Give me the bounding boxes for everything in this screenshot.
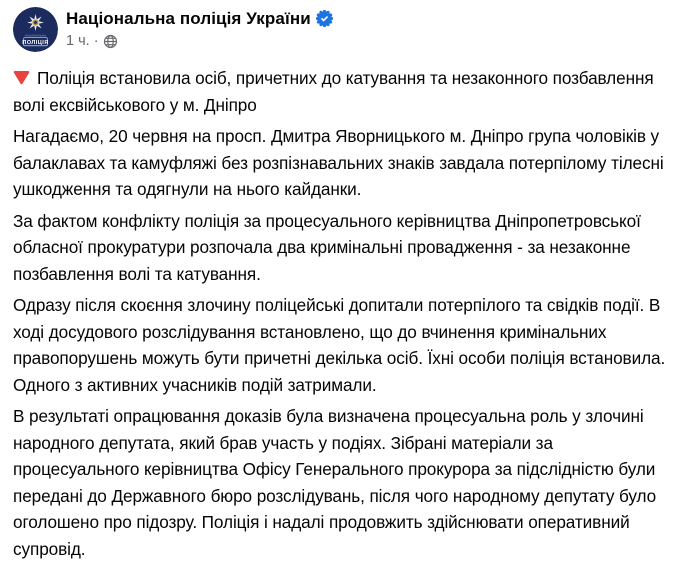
post-header bbox=[0, 0, 697, 52]
header-text bbox=[66, 7, 333, 50]
headline-text: Поліція встановила осіб, причетних до катування та незаконного позбавлення волі ексвійськового у м. Дніпро bbox=[13, 68, 654, 115]
svg-text:НАЦІОНАЛЬНА: НАЦІОНАЛЬНА bbox=[25, 34, 46, 38]
post-paragraph: За фактом конфлікту поліція за процесуального керівництва Дніпропетровської обласної прокуратури розпочала два кримінальні провадження - за незаконне позбавлення волі та катування. bbox=[13, 210, 641, 284]
page-name-link[interactable]: Національна поліція України bbox=[66, 9, 311, 28]
police-logo-icon bbox=[13, 7, 58, 52]
post-headline bbox=[13, 65, 681, 118]
post-body bbox=[0, 52, 697, 562]
meta-separator: · bbox=[93, 33, 99, 49]
verified-badge-icon bbox=[316, 10, 333, 27]
page-avatar[interactable] bbox=[13, 7, 58, 52]
red-triangle-icon bbox=[13, 70, 30, 85]
post-meta bbox=[66, 32, 333, 50]
post-paragraph: Нагадаємо, 20 червня на просп. Дмитра Яворницького м. Дніпро група чоловіків у балаклавах та камуфляжі без розпізнавальних знаків завдала потерпілому тілесні ушкодження та одягнули на нього кайданки. bbox=[13, 126, 664, 199]
public-audience-icon bbox=[103, 34, 118, 49]
svg-text:ПОЛІЦІЯ: ПОЛІЦІЯ bbox=[22, 39, 49, 46]
post-timestamp[interactable]: 1 ч. bbox=[66, 33, 90, 49]
post-paragraph: В результаті опрацювання доказів була визначена процесуальна роль у злочині народного депутата, який брав участь у подіях. Зібрані матеріали за процесуального керівництва Офісу Генерального прокурора за підслідністю були передані до Державного бюро розслідувань, після чого народному депутату було оголошено про підозру. Поліція і надалі продовжить здійснювати оперативний супровід. bbox=[13, 406, 657, 559]
post-paragraph: Одразу після скоєння злочину поліцейські допитали потерпілого та свідків події. В ході досудового розслідування встановлено, що до вчинення кримінальних правопорушень можуть бути причетні декілька осіб. Їхні особи поліція встановила. Одного з активних учасників подій затримали. bbox=[13, 295, 666, 395]
